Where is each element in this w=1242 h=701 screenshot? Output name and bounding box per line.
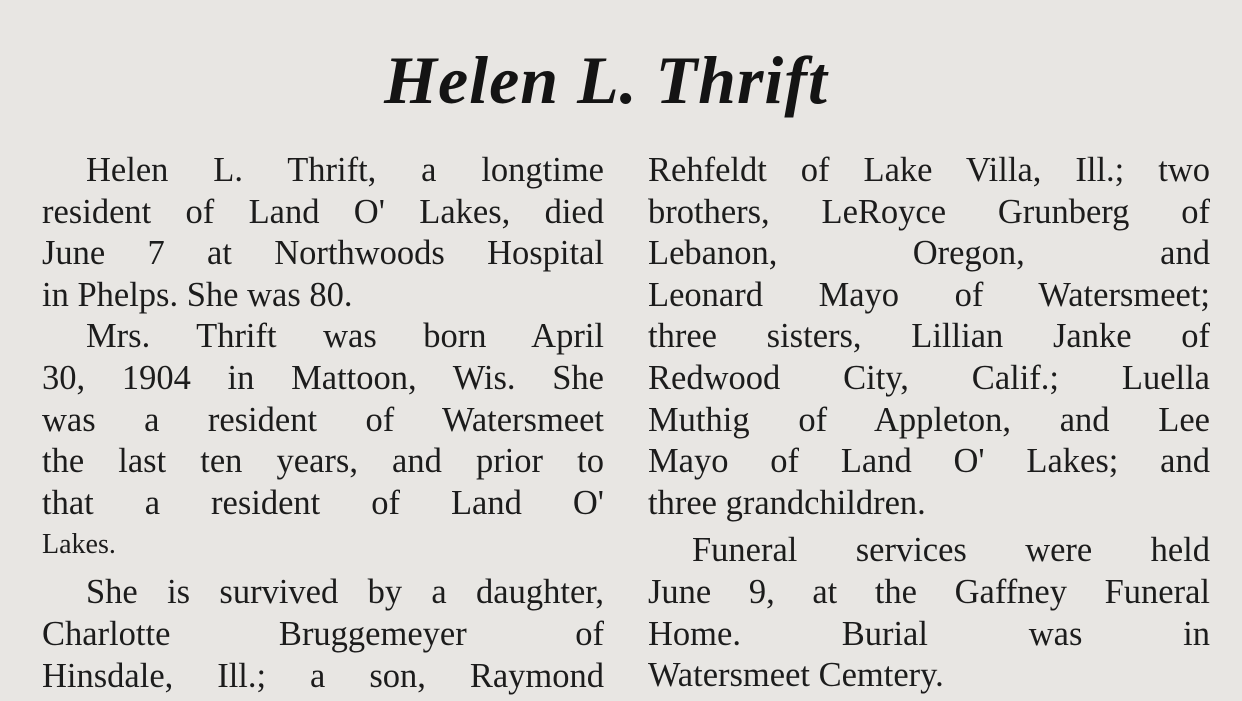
text-line: brothers, LeRoyce Grunberg of — [648, 192, 1210, 231]
text-line: Home. Burial was in — [648, 614, 1210, 653]
text-line: Charlotte Bruggemeyer of — [42, 614, 604, 653]
text-line: the last ten years, and prior to — [42, 442, 604, 481]
text-line: Watersmeet Cemtery. — [648, 656, 944, 695]
text-line: 30, 1904 in Mattoon, Wis. She — [42, 358, 604, 397]
text-line: was a resident of Watersmeet — [42, 400, 604, 439]
text-line: Lebanon, Oregon, and — [648, 234, 1210, 273]
text-line: resident of Land O' Lakes, died — [42, 192, 604, 231]
text-line: Helen L. Thrift, a longtime — [86, 151, 604, 189]
text-line: She is survived by a daughter, — [86, 573, 604, 612]
text-line: three sisters, Lillian Janke of — [648, 317, 1210, 356]
text-line: in Phelps. She was 80. — [42, 275, 353, 314]
text-line: June 7 at Northwoods Hospital — [42, 234, 604, 273]
text-line: Lakes. — [42, 529, 116, 561]
obituary-headline: Helen L. Thrift — [384, 42, 828, 118]
right-column — [648, 150, 1210, 697]
text-line: Hinsdale, Ill.; a son, Raymond — [42, 656, 604, 695]
text-line: Leonard Mayo of Watersmeet; — [648, 275, 1210, 314]
text-line: Rehfeldt of Lake Villa, Ill.; two — [648, 151, 1210, 189]
text-line: June 9, at the Gaffney Funeral — [648, 572, 1210, 611]
text-line: Redwood City, Calif.; Luella — [648, 358, 1210, 397]
text-line: Mayo of Land O' Lakes; and — [648, 442, 1210, 481]
text-line: Mrs. Thrift was born April — [86, 317, 604, 356]
left-column — [42, 150, 604, 697]
text-line: three grandchildren. — [648, 483, 926, 522]
text-line: Funeral services were held — [692, 531, 1210, 570]
text-line: Muthig of Appleton, and Lee — [648, 400, 1210, 439]
text-line: that a resident of Land O' — [42, 483, 604, 522]
